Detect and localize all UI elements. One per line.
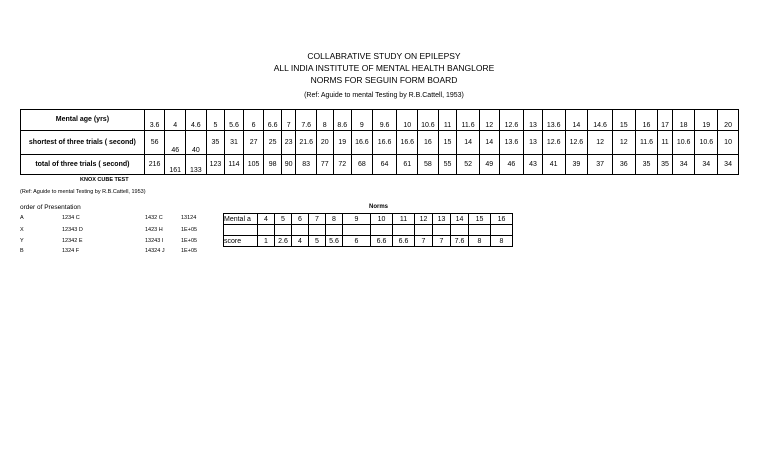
mental-age-cell: 4	[165, 110, 186, 131]
shortest-time-cell: 12	[612, 131, 635, 155]
shortest-time-cell: 16.6	[372, 131, 397, 155]
mental-age-cell: 7	[281, 110, 295, 131]
total-time-cell: 98	[264, 155, 282, 175]
total-time-cell: 83	[296, 155, 317, 175]
mental-age-cell: 3.6	[144, 110, 165, 131]
mental-age-cell: 6.6	[264, 110, 282, 131]
shortest-time-cell: 19	[333, 131, 352, 155]
total-time-cell: 90	[281, 155, 295, 175]
norms-empty-cell	[451, 225, 469, 236]
norms-age-cell: 6	[292, 214, 309, 225]
header-line-2: ALL INDIA INSTITUTE OF MENTAL HEALTH BANGLORE	[273, 63, 495, 73]
norms-score-cell: 8	[469, 236, 491, 247]
shortest-time-cell: 40	[186, 131, 207, 155]
shortest-time-cell: 21.6	[296, 131, 317, 155]
mental-age-cell: 7.6	[296, 110, 317, 131]
mental-age-cell: 9.6	[372, 110, 397, 131]
norms-empty-cell	[433, 225, 451, 236]
header-reference: (Ref: Aguide to mental Testing by R.B.Cattell, 1953)	[304, 92, 464, 99]
total-time-cell: 58	[418, 155, 439, 175]
total-time-cell: 46	[499, 155, 524, 175]
norms-empty-cell	[326, 225, 343, 236]
knox-sequence: 1234 C	[62, 215, 80, 221]
norms-age-cell: 4	[258, 214, 275, 225]
total-time-cell: 34	[672, 155, 695, 175]
shortest-time-cell: 46	[165, 131, 186, 155]
knox-sequence: 12343 D	[62, 227, 83, 233]
table-row	[224, 236, 513, 247]
norms-score-cell: 8	[491, 236, 513, 247]
total-time-cell: 77	[317, 155, 334, 175]
norms-age-cell: 5	[275, 214, 292, 225]
table-row	[21, 155, 739, 175]
knox-row-key: X	[20, 227, 24, 233]
total-time-cell: 43	[524, 155, 543, 175]
total-time-cell: 34	[718, 155, 739, 175]
mental-age-cell: 14.6	[588, 110, 613, 131]
knox-reference: (Ref: Aguide to mental Testing by R.B.Cattell, 1953)	[20, 189, 146, 195]
mental-age-cell: 10.6	[418, 110, 439, 131]
total-time-cell: 41	[542, 155, 565, 175]
norms-age-cell: 11	[393, 214, 415, 225]
header-line-1: COLLABRATIVE STUDY ON EPILEPSY	[307, 51, 461, 61]
norms-age-cell: 8	[326, 214, 343, 225]
norms-empty-cell	[469, 225, 491, 236]
norms-age-cell: 7	[309, 214, 326, 225]
total-time-cell: 161	[165, 155, 186, 175]
knox-sequence: 1324 F	[62, 248, 80, 254]
mental-age-cell: 12.6	[499, 110, 524, 131]
mental-age-cell: 12	[479, 110, 499, 131]
norms-score-cell: 5.6	[326, 236, 343, 247]
total-time-cell: 72	[333, 155, 352, 175]
shortest-time-cell: 25	[264, 131, 282, 155]
mental-age-cell: 5.6	[225, 110, 244, 131]
norms-score-cell: 6	[343, 236, 371, 247]
knox-title: KNOX CUBE TEST	[80, 177, 129, 183]
mental-age-cell: 10	[397, 110, 418, 131]
mental-age-cell: 9	[352, 110, 373, 131]
norms-empty-cell	[292, 225, 309, 236]
knox-sequence: 1423 H	[145, 227, 163, 233]
norms-empty-cell	[258, 225, 275, 236]
mental-age-cell: 8.6	[333, 110, 352, 131]
shortest-time-cell: 31	[225, 131, 244, 155]
total-time-cell: 35	[658, 155, 672, 175]
norms-score-cell: 7	[415, 236, 433, 247]
shortest-time-cell: 13.6	[499, 131, 524, 155]
total-time-cell: 34	[695, 155, 718, 175]
norms-empty-cell	[309, 225, 326, 236]
mental-age-cell: 13.6	[542, 110, 565, 131]
knox-sequence: 13124	[181, 215, 197, 221]
total-time-cell: 216	[144, 155, 165, 175]
mental-age-cell: 18	[672, 110, 695, 131]
shortest-time-cell: 11.6	[635, 131, 658, 155]
knox-sequence: 1E+05	[181, 238, 198, 244]
table-row	[224, 225, 513, 236]
knox-sequence: 1432 C	[145, 215, 163, 221]
mental-age-cell: 16	[635, 110, 658, 131]
knox-row-key: A	[20, 215, 24, 221]
mental-age-cell: 14	[565, 110, 588, 131]
norms-row-label: Mental a	[224, 214, 258, 225]
norms-empty-cell	[371, 225, 393, 236]
mental-age-cell: 8	[317, 110, 334, 131]
norms-empty-cell	[491, 225, 513, 236]
knox-sequence: 12342 E	[62, 238, 83, 244]
shortest-time-cell: 16.6	[397, 131, 418, 155]
seguin-norms-table	[20, 109, 739, 175]
norms-score-cell: 6.6	[371, 236, 393, 247]
norms-age-cell: 16	[491, 214, 513, 225]
total-time-cell: 133	[186, 155, 207, 175]
mental-age-cell: 19	[695, 110, 718, 131]
total-time-cell: 39	[565, 155, 588, 175]
norms-empty-cell	[275, 225, 292, 236]
header-line-3: NORMS FOR SEGUIN FORM BOARD	[310, 75, 458, 85]
mental-age-cell: 15	[612, 110, 635, 131]
norms-empty-cell	[224, 225, 258, 236]
mental-age-cell: 20	[718, 110, 739, 131]
shortest-time-cell: 15	[438, 131, 457, 155]
norms-age-cell: 15	[469, 214, 491, 225]
shortest-time-cell: 20	[317, 131, 334, 155]
norms-empty-cell	[393, 225, 415, 236]
shortest-time-cell: 14	[457, 131, 480, 155]
table-row	[21, 110, 739, 131]
shortest-time-cell: 35	[206, 131, 225, 155]
knox-sequence: 1E+05	[181, 248, 198, 254]
total-time-cell: 64	[372, 155, 397, 175]
knox-row-key: Y	[20, 238, 24, 244]
shortest-time-cell: 10.6	[695, 131, 718, 155]
norms-title: Norms	[369, 204, 389, 210]
total-time-cell: 49	[479, 155, 499, 175]
shortest-time-cell: 10.6	[672, 131, 695, 155]
total-time-cell: 105	[243, 155, 264, 175]
knox-sequence: 14324 J	[145, 248, 165, 254]
norms-score-cell: 6.6	[393, 236, 415, 247]
norms-score-cell: 7	[433, 236, 451, 247]
row-label: shortest of three trials ( second)	[21, 131, 145, 155]
mental-age-cell: 17	[658, 110, 672, 131]
table-row	[21, 131, 739, 155]
norms-age-cell: 12	[415, 214, 433, 225]
row-label: Mental age (yrs)	[21, 110, 145, 131]
mental-age-cell: 11	[438, 110, 457, 131]
shortest-time-cell: 13	[524, 131, 543, 155]
total-time-cell: 37	[588, 155, 613, 175]
shortest-time-cell: 56	[144, 131, 165, 155]
total-time-cell: 114	[225, 155, 244, 175]
norms-empty-cell	[415, 225, 433, 236]
shortest-time-cell: 12.6	[565, 131, 588, 155]
norms-age-cell: 10	[371, 214, 393, 225]
total-time-cell: 68	[352, 155, 373, 175]
norms-score-cell: 1	[258, 236, 275, 247]
mental-age-cell: 13	[524, 110, 543, 131]
norms-age-cell: 9	[343, 214, 371, 225]
shortest-time-cell: 27	[243, 131, 264, 155]
norms-score-cell: 2.6	[275, 236, 292, 247]
knox-sequence: 13243 I	[145, 238, 164, 244]
total-time-cell: 55	[438, 155, 457, 175]
norms-table	[223, 213, 513, 247]
table-row	[224, 214, 513, 225]
norms-score-cell: 7.6	[451, 236, 469, 247]
total-time-cell: 61	[397, 155, 418, 175]
mental-age-cell: 5	[206, 110, 225, 131]
row-label: total of three trials ( second)	[21, 155, 145, 175]
norms-score-cell: 5	[309, 236, 326, 247]
total-time-cell: 52	[457, 155, 480, 175]
shortest-time-cell: 12	[588, 131, 613, 155]
mental-age-cell: 4.6	[186, 110, 207, 131]
shortest-time-cell: 14	[479, 131, 499, 155]
shortest-time-cell: 11	[658, 131, 672, 155]
shortest-time-cell: 12.6	[542, 131, 565, 155]
shortest-time-cell: 10	[718, 131, 739, 155]
norms-age-cell: 14	[451, 214, 469, 225]
shortest-time-cell: 23	[281, 131, 295, 155]
total-time-cell: 123	[206, 155, 225, 175]
order-label: order of Presentation	[20, 204, 81, 211]
norms-empty-cell	[343, 225, 371, 236]
shortest-time-cell: 16	[418, 131, 439, 155]
norms-age-cell: 13	[433, 214, 451, 225]
knox-sequence: 1E+05	[181, 227, 198, 233]
norms-score-cell: 4	[292, 236, 309, 247]
total-time-cell: 36	[612, 155, 635, 175]
norms-row-label: score	[224, 236, 258, 247]
knox-row-key: B	[20, 248, 24, 254]
mental-age-cell: 11.6	[457, 110, 480, 131]
shortest-time-cell: 16.6	[352, 131, 373, 155]
total-time-cell: 35	[635, 155, 658, 175]
mental-age-cell: 6	[243, 110, 264, 131]
